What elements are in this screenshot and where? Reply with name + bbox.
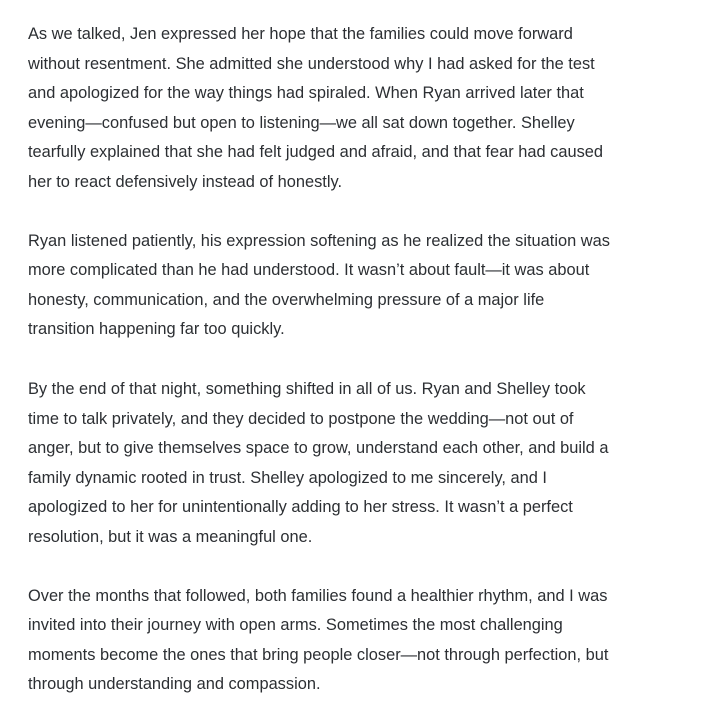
text-line: apologized to her for unintentionally adding to her stress. It wasn’t a perfect — [28, 498, 573, 517]
text-line: her to react defensively instead of honestly. — [28, 172, 343, 191]
text-line: Ryan listened patiently, his expression softening as he realized the situation was — [28, 231, 610, 250]
paragraph — [28, 227, 688, 345]
text-line: evening—confused but open to listening—we all sat down together. Shelley — [28, 113, 575, 132]
text-line: family dynamic rooted in trust. Shelley apologized to me sincerely, and I — [28, 468, 547, 487]
text-line: tearfully explained that she had felt judged and afraid, and that fear had caused — [28, 143, 603, 162]
text-line: without resentment. She admitted she understood why I had asked for the test — [28, 54, 595, 73]
text-line: through understanding and compassion. — [28, 675, 321, 694]
text-line: honesty, communication, and the overwhelming pressure of a major life — [28, 290, 545, 309]
text-line: As we talked, Jen expressed her hope that the families could move forward — [28, 25, 573, 43]
paragraph — [28, 375, 688, 553]
text-line: more complicated than he had understood. It wasn’t about fault—it was about — [28, 261, 590, 280]
paragraph — [28, 20, 688, 198]
text-line: invited into their journey with open arms. Sometimes the most challenging — [28, 616, 563, 635]
text-line: moments become the ones that bring people closer—not through perfection, but — [28, 645, 609, 664]
text-line: Over the months that followed, both families found a healthier rhythm, and I was — [28, 586, 608, 605]
text-line: time to talk privately, and they decided to postpone the wedding—not out of — [28, 409, 574, 428]
paragraph — [28, 582, 688, 700]
text-line: and apologized for the way things had spiraled. When Ryan arrived later that — [28, 84, 584, 103]
text-line: transition happening far too quickly. — [28, 320, 285, 339]
text-line: resolution, but it was a meaningful one. — [28, 527, 313, 546]
article-body — [28, 20, 688, 700]
text-line: anger, but to give themselves space to grow, understand each other, and build a — [28, 439, 609, 458]
text-line: By the end of that night, something shifted in all of us. Ryan and Shelley took — [28, 379, 586, 398]
